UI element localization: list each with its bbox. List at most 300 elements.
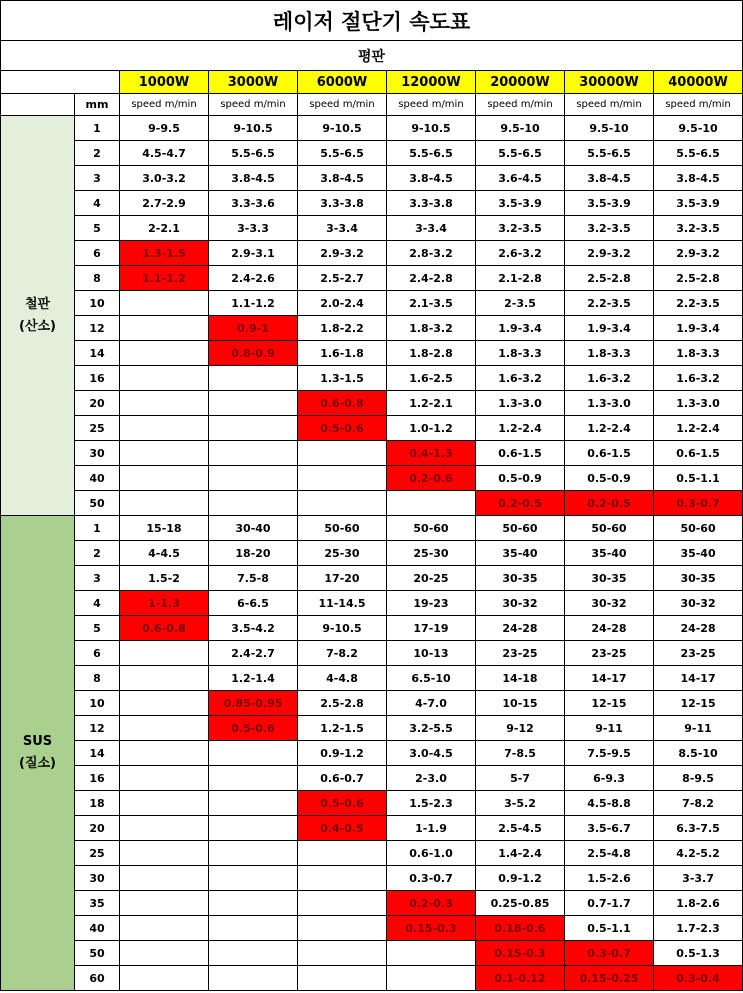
speed-cell: 1.6-2.5 [387, 366, 476, 391]
table-row [1, 316, 743, 341]
speed-cell: 4.2-5.2 [654, 841, 743, 866]
speed-cell: 2-3.0 [387, 766, 476, 791]
speed-cell [209, 941, 298, 966]
speed-cell: 4-4.8 [298, 666, 387, 691]
speed-cell: 1.2-2.4 [476, 416, 565, 441]
speed-cell: 1.9-3.4 [654, 316, 743, 341]
speed-cell [120, 316, 209, 341]
table-row [1, 966, 743, 991]
thickness-cell: 10 [75, 291, 120, 316]
speed-cell: 2.4-2.7 [209, 641, 298, 666]
speed-cell: 2-2.1 [120, 216, 209, 241]
speed-unit-header: speed m/min [654, 94, 743, 116]
speed-cell [120, 966, 209, 991]
speed-cell: 1.3-1.5 [120, 241, 209, 266]
speed-cell: 7-8.5 [476, 741, 565, 766]
speed-cell [298, 466, 387, 491]
thickness-cell: 5 [75, 616, 120, 641]
speed-cell: 1.8-3.3 [476, 341, 565, 366]
table-row [1, 341, 743, 366]
speed-cell [120, 791, 209, 816]
speed-cell [120, 691, 209, 716]
table-row [1, 141, 743, 166]
speed-cell [120, 466, 209, 491]
speed-cell [120, 291, 209, 316]
speed-cell: 1.4-2.4 [476, 841, 565, 866]
speed-cell: 24-28 [476, 616, 565, 641]
speed-cell: 3.5-6.7 [565, 816, 654, 841]
speed-cell: 0.85-0.95 [209, 691, 298, 716]
speed-cell: 0.5-0.9 [476, 466, 565, 491]
speed-cell [209, 791, 298, 816]
thickness-cell: 4 [75, 191, 120, 216]
thickness-cell: 4 [75, 591, 120, 616]
speed-cell: 2.2-3.5 [565, 291, 654, 316]
power-header: 40000W [654, 71, 743, 94]
thickness-cell: 16 [75, 366, 120, 391]
speed-cell [209, 766, 298, 791]
speed-cell: 1.8-2.8 [387, 341, 476, 366]
speed-cell: 0.18-0.6 [476, 916, 565, 941]
speed-cell [120, 341, 209, 366]
speed-cell [120, 741, 209, 766]
speed-cell: 0.9-1 [209, 316, 298, 341]
speed-cell: 2.8-3.2 [387, 241, 476, 266]
speed-cell: 5.5-6.5 [476, 141, 565, 166]
speed-cell: 9-11 [654, 716, 743, 741]
thickness-cell: 40 [75, 916, 120, 941]
speed-cell: 0.3-0.7 [387, 866, 476, 891]
speed-cell: 0.9-1.2 [476, 866, 565, 891]
speed-cell [120, 941, 209, 966]
table-row [1, 666, 743, 691]
speed-cell: 6-9.3 [565, 766, 654, 791]
thickness-cell: 10 [75, 691, 120, 716]
speed-cell [120, 666, 209, 691]
speed-cell: 2.5-4.8 [565, 841, 654, 866]
speed-cell: 8.5-10 [654, 741, 743, 766]
speed-cell: 3.5-4.2 [209, 616, 298, 641]
speed-cell [209, 466, 298, 491]
speed-cell: 18-20 [209, 541, 298, 566]
speed-cell: 0.5-0.6 [298, 416, 387, 441]
table-row [1, 791, 743, 816]
speed-cell: 3.0-3.2 [120, 166, 209, 191]
table-title: 레이저 절단기 속도표 [1, 1, 743, 41]
speed-cell: 10-15 [476, 691, 565, 716]
table-row [1, 916, 743, 941]
speed-cell: 2.9-3.2 [654, 241, 743, 266]
speed-cell: 0.5-0.6 [209, 716, 298, 741]
speed-cell: 30-40 [209, 516, 298, 541]
speed-cell: 1.6-1.8 [298, 341, 387, 366]
table-row [1, 816, 743, 841]
speed-unit-header: speed m/min [565, 94, 654, 116]
speed-cell: 2-3.5 [476, 291, 565, 316]
speed-cell: 3.8-4.5 [298, 166, 387, 191]
speed-cell [120, 841, 209, 866]
speed-cell: 5.5-6.5 [565, 141, 654, 166]
table-row [1, 441, 743, 466]
speed-cell: 7-8.2 [654, 791, 743, 816]
speed-cell: 7.5-8 [209, 566, 298, 591]
speed-cell: 2.9-3.1 [209, 241, 298, 266]
speed-cell: 0.5-1.3 [654, 941, 743, 966]
speed-cell: 20-25 [387, 566, 476, 591]
speed-cell: 3.3-3.8 [298, 191, 387, 216]
speed-cell: 1.3-3.0 [654, 391, 743, 416]
speed-cell: 1.1-1.2 [120, 266, 209, 291]
power-header: 12000W [387, 71, 476, 94]
speed-cell: 2.9-3.2 [298, 241, 387, 266]
table-row [1, 841, 743, 866]
speed-cell: 3.2-3.5 [565, 216, 654, 241]
speed-cell: 0.15-0.3 [387, 916, 476, 941]
table-row [1, 541, 743, 566]
assist-gas: (질소) [19, 756, 56, 771]
thickness-cell: 50 [75, 491, 120, 516]
speed-cell: 0.2-0.5 [476, 491, 565, 516]
speed-unit-header: speed m/min [209, 94, 298, 116]
power-header: 30000W [565, 71, 654, 94]
speed-cell: 1.5-2.3 [387, 791, 476, 816]
speed-cell: 3-3.4 [298, 216, 387, 241]
speed-cell: 0.6-0.8 [298, 391, 387, 416]
thickness-cell: 18 [75, 791, 120, 816]
speed-cell: 0.2-0.3 [387, 891, 476, 916]
speed-cell: 1.2-2.4 [654, 416, 743, 441]
speed-cell: 2.1-3.5 [387, 291, 476, 316]
table-row [1, 116, 743, 141]
speed-cell: 0.6-1.5 [476, 441, 565, 466]
thickness-cell: 14 [75, 741, 120, 766]
speed-cell: 30-32 [654, 591, 743, 616]
speed-cell: 0.15-0.25 [565, 966, 654, 991]
speed-cell: 3-3.4 [387, 216, 476, 241]
speed-cell: 2.1-2.8 [476, 266, 565, 291]
speed-cell [120, 641, 209, 666]
speed-cell: 14-17 [654, 666, 743, 691]
table-row [1, 691, 743, 716]
speed-cell [298, 941, 387, 966]
table-row [1, 491, 743, 516]
speed-cell [209, 966, 298, 991]
speed-cell [298, 891, 387, 916]
speed-cell: 3.8-4.5 [654, 166, 743, 191]
speed-cell: 1.0-1.2 [387, 416, 476, 441]
speed-cell: 9-12 [476, 716, 565, 741]
speed-cell: 1.3-3.0 [565, 391, 654, 416]
speed-cell [209, 816, 298, 841]
speed-cell: 4-7.0 [387, 691, 476, 716]
speed-cell: 8-9.5 [654, 766, 743, 791]
speed-cell: 9-11 [565, 716, 654, 741]
speed-cell [120, 441, 209, 466]
speed-cell: 0.6-1.5 [654, 441, 743, 466]
speed-cell: 2.4-2.8 [387, 266, 476, 291]
thickness-header: mm [75, 94, 120, 116]
speed-cell [209, 391, 298, 416]
speed-cell: 25-30 [387, 541, 476, 566]
speed-cell: 5.5-6.5 [298, 141, 387, 166]
speed-cell: 1.5-2 [120, 566, 209, 591]
speed-cell: 0.25-0.85 [476, 891, 565, 916]
speed-cell [209, 841, 298, 866]
speed-cell [120, 891, 209, 916]
speed-unit-header: speed m/min [476, 94, 565, 116]
speed-cell: 1.8-2.2 [298, 316, 387, 341]
thickness-cell: 25 [75, 416, 120, 441]
speed-cell: 30-35 [565, 566, 654, 591]
speed-cell: 1.3-3.0 [476, 391, 565, 416]
speed-cell: 1.3-1.5 [298, 366, 387, 391]
speed-cell: 23-25 [565, 641, 654, 666]
speed-cell: 3.5-3.9 [654, 191, 743, 216]
speed-cell [298, 441, 387, 466]
table-row [1, 716, 743, 741]
table-row [1, 616, 743, 641]
speed-cell: 3.5-3.9 [476, 191, 565, 216]
speed-cell: 0.2-0.5 [565, 491, 654, 516]
table-row [1, 766, 743, 791]
speed-cell: 14-18 [476, 666, 565, 691]
speed-cell [209, 741, 298, 766]
speed-cell [298, 491, 387, 516]
speed-cell: 25-30 [298, 541, 387, 566]
speed-unit-header: speed m/min [298, 94, 387, 116]
speed-cell: 1.6-3.2 [565, 366, 654, 391]
table-row [1, 416, 743, 441]
speed-cell: 3-5.2 [476, 791, 565, 816]
speed-cell: 9-10.5 [387, 116, 476, 141]
speed-cell: 6.5-10 [387, 666, 476, 691]
speed-cell: 1.8-3.2 [387, 316, 476, 341]
speed-cell: 9-9.5 [120, 116, 209, 141]
speed-cell: 1.6-3.2 [654, 366, 743, 391]
table-row [1, 366, 743, 391]
speed-cell: 5.5-6.5 [654, 141, 743, 166]
speed-cell: 0.6-0.8 [120, 616, 209, 641]
speed-cell: 0.5-0.6 [298, 791, 387, 816]
assist-gas: (산소) [19, 318, 56, 334]
speed-cell: 1.6-3.2 [476, 366, 565, 391]
speed-cell [209, 491, 298, 516]
thickness-cell: 1 [75, 516, 120, 541]
speed-cell: 2.5-2.8 [654, 266, 743, 291]
speed-cell: 1-1.9 [387, 816, 476, 841]
thickness-cell: 20 [75, 391, 120, 416]
speed-cell: 35-40 [565, 541, 654, 566]
speed-cell: 0.6-1.0 [387, 841, 476, 866]
thickness-cell: 50 [75, 941, 120, 966]
speed-cell [209, 866, 298, 891]
thickness-cell: 30 [75, 866, 120, 891]
table-row [1, 291, 743, 316]
speed-cell: 0.3-0.4 [654, 966, 743, 991]
speed-cell: 0.5-1.1 [654, 466, 743, 491]
speed-cell: 0.8-0.9 [209, 341, 298, 366]
speed-cell: 1.2-2.1 [387, 391, 476, 416]
speed-cell: 2.5-2.8 [298, 691, 387, 716]
thickness-cell: 25 [75, 841, 120, 866]
speed-cell: 30-35 [654, 566, 743, 591]
thickness-cell: 1 [75, 116, 120, 141]
speed-cell [120, 866, 209, 891]
speed-unit-header: speed m/min [120, 94, 209, 116]
speed-cell: 7-8.2 [298, 641, 387, 666]
speed-cell: 1.1-1.2 [209, 291, 298, 316]
speed-cell [120, 416, 209, 441]
speed-cell: 0.6-0.7 [298, 766, 387, 791]
thickness-cell: 8 [75, 266, 120, 291]
power-header: 6000W [298, 71, 387, 94]
speed-cell: 3-3.3 [209, 216, 298, 241]
speed-cell [298, 916, 387, 941]
speed-cell [298, 966, 387, 991]
speed-cell: 3.8-4.5 [387, 166, 476, 191]
speed-cell [387, 491, 476, 516]
speed-cell [120, 916, 209, 941]
speed-cell: 1.2-2.4 [565, 416, 654, 441]
table-row [1, 891, 743, 916]
speed-cell: 19-23 [387, 591, 476, 616]
speed-cell: 7.5-9.5 [565, 741, 654, 766]
speed-cell: 0.3-0.7 [654, 491, 743, 516]
speed-cell: 14-17 [565, 666, 654, 691]
speed-cell: 30-35 [476, 566, 565, 591]
table-row [1, 591, 743, 616]
speed-cell: 50-60 [476, 516, 565, 541]
speed-cell: 3.2-5.5 [387, 716, 476, 741]
speed-cell [209, 366, 298, 391]
table-row [1, 466, 743, 491]
speed-cell: 2.4-2.6 [209, 266, 298, 291]
speed-cell: 6.3-7.5 [654, 816, 743, 841]
speed-cell [120, 766, 209, 791]
speed-cell: 35-40 [654, 541, 743, 566]
speed-cell: 0.7-1.7 [565, 891, 654, 916]
table-row [1, 941, 743, 966]
thickness-cell: 40 [75, 466, 120, 491]
speed-cell [209, 416, 298, 441]
speed-cell: 3.0-4.5 [387, 741, 476, 766]
material-group-label [1, 516, 75, 991]
speed-cell: 1.7-2.3 [654, 916, 743, 941]
speed-cell: 24-28 [565, 616, 654, 641]
speed-cell: 3.3-3.6 [209, 191, 298, 216]
table-row [1, 241, 743, 266]
speed-cell: 10-13 [387, 641, 476, 666]
speed-cell: 0.4-1.3 [387, 441, 476, 466]
speed-cell: 1.8-3.3 [565, 341, 654, 366]
table-row [1, 266, 743, 291]
table-subtitle: 평판 [1, 41, 743, 71]
speed-cell: 0.4-0.5 [298, 816, 387, 841]
speed-cell: 2.9-3.2 [565, 241, 654, 266]
speed-cell: 23-25 [654, 641, 743, 666]
speed-cell: 1.8-2.6 [654, 891, 743, 916]
speed-cell: 9-10.5 [209, 116, 298, 141]
speed-cell: 3.8-4.5 [209, 166, 298, 191]
speed-cell: 50-60 [565, 516, 654, 541]
speed-cell: 0.1-0.12 [476, 966, 565, 991]
speed-cell: 1.2-1.5 [298, 716, 387, 741]
power-header: 3000W [209, 71, 298, 94]
thickness-cell: 12 [75, 716, 120, 741]
speed-cell: 0.3-0.7 [565, 941, 654, 966]
thickness-cell: 5 [75, 216, 120, 241]
speed-cell [209, 441, 298, 466]
table-row [1, 741, 743, 766]
speed-cell [120, 491, 209, 516]
table-row [1, 866, 743, 891]
speed-cell: 30-32 [565, 591, 654, 616]
speed-cell: 0.9-1.2 [298, 741, 387, 766]
speed-cell: 9.5-10 [654, 116, 743, 141]
speed-cell [209, 916, 298, 941]
thickness-cell: 3 [75, 166, 120, 191]
speed-cell: 2.0-2.4 [298, 291, 387, 316]
speed-cell: 0.2-0.6 [387, 466, 476, 491]
table-row [1, 641, 743, 666]
speed-cell: 50-60 [654, 516, 743, 541]
speed-cell: 23-25 [476, 641, 565, 666]
speed-cell [387, 941, 476, 966]
speed-cell [298, 841, 387, 866]
speed-cell: 1.8-3.3 [654, 341, 743, 366]
speed-cell: 3.3-3.8 [387, 191, 476, 216]
speed-cell: 0.5-1.1 [565, 916, 654, 941]
speed-cell: 2.2-3.5 [654, 291, 743, 316]
speed-unit-header: speed m/min [387, 94, 476, 116]
power-header: 1000W [120, 71, 209, 94]
thickness-cell: 30 [75, 441, 120, 466]
thickness-cell: 8 [75, 666, 120, 691]
speed-cell: 3.2-3.5 [654, 216, 743, 241]
speed-cell [120, 366, 209, 391]
speed-cell: 4.5-8.8 [565, 791, 654, 816]
thickness-cell: 20 [75, 816, 120, 841]
speed-cell: 1.9-3.4 [476, 316, 565, 341]
thickness-cell: 2 [75, 541, 120, 566]
speed-cell: 3.2-3.5 [476, 216, 565, 241]
thickness-cell: 3 [75, 566, 120, 591]
speed-cell: 0.6-1.5 [565, 441, 654, 466]
thickness-cell: 35 [75, 891, 120, 916]
speed-cell: 1.2-1.4 [209, 666, 298, 691]
table-row [1, 166, 743, 191]
thickness-cell: 2 [75, 141, 120, 166]
table-row [1, 191, 743, 216]
speed-cell: 9.5-10 [565, 116, 654, 141]
speed-cell: 1.5-2.6 [565, 866, 654, 891]
speed-cell: 5.5-6.5 [209, 141, 298, 166]
speed-cell: 2.5-2.8 [565, 266, 654, 291]
speed-cell: 2.7-2.9 [120, 191, 209, 216]
speed-cell: 2.6-3.2 [476, 241, 565, 266]
table-row [1, 566, 743, 591]
speed-cell [120, 391, 209, 416]
speed-cell: 4.5-4.7 [120, 141, 209, 166]
thickness-cell: 16 [75, 766, 120, 791]
speed-cell: 6-6.5 [209, 591, 298, 616]
speed-cell: 2.5-4.5 [476, 816, 565, 841]
speed-cell: 1-1.3 [120, 591, 209, 616]
thickness-cell: 14 [75, 341, 120, 366]
speed-cell [298, 866, 387, 891]
speed-cell: 3.5-3.9 [565, 191, 654, 216]
material-group-label [1, 116, 75, 516]
